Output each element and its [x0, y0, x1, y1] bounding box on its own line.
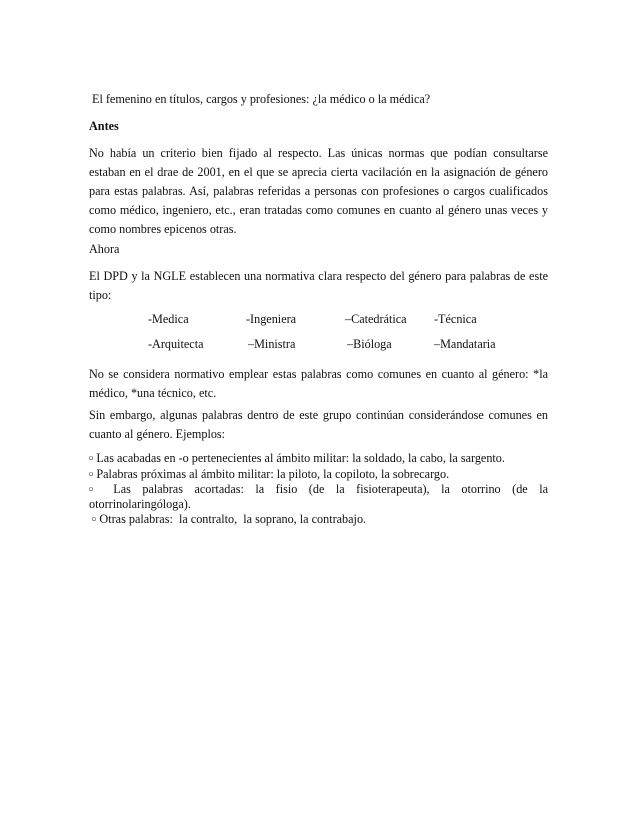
list-item-continuation: otorrinolaringóloga).: [89, 497, 191, 511]
word-grid-cell: –Catedrática: [345, 312, 407, 326]
paragraph-normativo: No se considera normativo emplear estas palabras como comunes en cuanto al género: *la médico, *una técnico, etc.: [89, 367, 548, 400]
section-heading-ahora: Ahora: [89, 242, 120, 256]
section-heading-antes: Antes: [89, 119, 119, 133]
paragraph-ahora: El DPD y la NGLE establecen una normativa clara respecto del género para palabras de este tipo:: [89, 269, 548, 302]
word-grid-cell: -Técnica: [434, 312, 477, 326]
word-grid-row: [0, 335, 638, 354]
list-item: ▫ Palabras próximas al ámbito militar: la piloto, la copiloto, la sobrecargo.: [89, 467, 450, 481]
word-grid-row: [0, 310, 638, 329]
list-item: ▫ Las acabadas en -o pertenecientes al ámbito militar: la soldado, la cabo, la sargento.: [89, 451, 505, 465]
paragraph-antes: No había un criterio bien fijado al respecto. Las únicas normas que podían consultarse estaban en el drae de 2001, en el que se aprecia cierta vacilación en la asignación de género para estas palabras. Así, palabras referidas a personas con profesiones o cargos cualificados como médico, ingeniero, etc., eran tratadas como comunes en cuanto al género unas veces y como nombres epicenos otras.: [89, 146, 548, 236]
word-grid-cell: –Bióloga: [347, 337, 392, 351]
word-grid-cell: -Medica: [148, 312, 189, 326]
word-grid-cell: –Mandataria: [434, 337, 496, 351]
word-grid-cell: -Ingeniera: [246, 312, 297, 326]
word-grid-cell: –Ministra: [248, 337, 296, 351]
list-item: ▫ Las palabras acortadas: la fisio (de la fisioterapeuta), la otorrino (de la: [89, 482, 548, 496]
paragraph-sin-embargo: Sin embargo, algunas palabras dentro de este grupo continúan considerándose comunes en cuanto al género. Ejemplos:: [89, 408, 548, 441]
word-grid-cell: -Arquitecta: [148, 337, 204, 351]
list-item: ▫ Otras palabras: la contralto, la soprano, la contrabajo.: [89, 512, 367, 526]
document-title: El femenino en títulos, cargos y profesiones: ¿la médico o la médica?: [92, 92, 431, 106]
